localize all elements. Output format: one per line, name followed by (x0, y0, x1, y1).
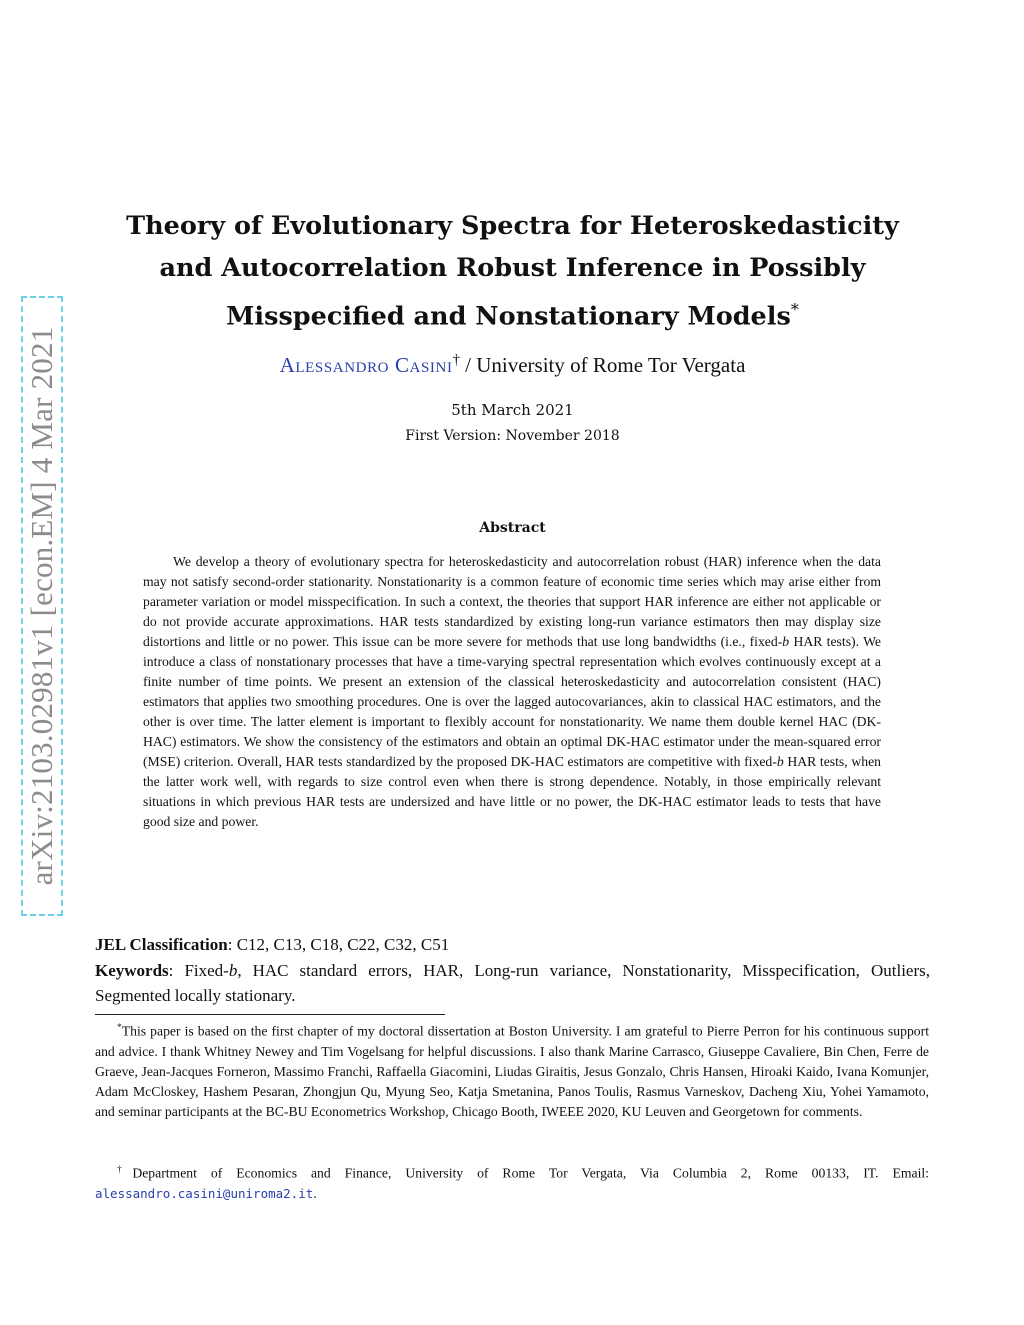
footnote-rule (95, 1014, 445, 1015)
abstract-heading: Abstract (479, 520, 546, 536)
abstract-b-2: b (776, 754, 784, 769)
abstract-part-3: HAR tests, when the latter work well, with regards to size control even when there is strong dependence. Notably, in those empirically relevant situations in which previous HAR tests are undersized and have little or no power, the DK-HAC estimator leads to tests that have good size and power. (143, 754, 881, 829)
author-email-link[interactable]: alessandro.casini@uniroma2.it (95, 1185, 314, 1201)
author-affiliation: / University of Rome Tor Vergata (465, 353, 746, 377)
jel-classification (95, 933, 930, 957)
paper-title (100, 205, 925, 338)
keywords (95, 958, 930, 1008)
footnote-2 (95, 1160, 929, 1204)
title-footnote-mark: * (790, 300, 799, 319)
footnote-2-end: . (313, 1185, 317, 1201)
author-footnote-mark: † (452, 352, 460, 368)
footnote-2-text: Department of Economics and Finance, University of Rome Tor Vergata, Via Columbia 2, Rome 00133, IT. Email: (132, 1165, 929, 1181)
arxiv-identifier: arXiv:2103.02981v1 [econ.EM] 4 Mar 2021 (24, 326, 59, 886)
keywords-b: b (228, 961, 238, 980)
paper-title-text: Theory of Evolutionary Spectra for Heteroskedasticity and Autocorrelation Robust Inference in Possibly Misspecified and Nonstationary Models (126, 211, 899, 332)
keywords-list: , HAC standard errors, HAR, Long-run variance, Nonstationarity, Misspecification, Outliers, Segmented locally stationary. (95, 961, 930, 1005)
abstract-text (143, 552, 881, 832)
keywords-prefix: : Fixed- (168, 961, 229, 980)
footnote-2-mark: † (117, 1164, 133, 1175)
abstract-part-2: HAR tests). We introduce a class of nonstationary processes that have a time-varying spectral representation which evolves continuously except at a finite number of time points. We present an extension of the classical heteroskedasticity and autocorrelation consistent (HAC) estimators that applies two smoothing procedures. One is over the lagged autocovariances, akin to classical HAC estimators, and the other is over time. The latter element is important to flexibly account for nonstationarity. We name them double kernel HAC (DK-HAC) estimators. We show the consistency of the estimators and obtain an optimal DK-HAC estimator under the mean-squared error (MSE) criterion. Overall, HAR tests standardized by the proposed DK-HAC estimators are competitive with fixed- (143, 634, 881, 769)
footnote-1-mark: * (117, 1022, 122, 1033)
footnote-1 (95, 1018, 929, 1122)
author-line (100, 352, 925, 378)
jel-codes: : C12, C13, C18, C22, C32, C51 (227, 935, 450, 954)
abstract-b-1: b (782, 634, 790, 649)
abstract-part-1: We develop a theory of evolutionary spectra for heteroskedasticity and autocorrelation robust (HAR) inference when the data may not satisfy second-order stationarity. Nonstationarity is a common feature of economic time series which may arise either from parameter variation or model misspecification. In such a context, the theories that support HAR inference are either not applicable or do not provide accurate approximations. HAR tests standardized by existing long-run variance estimators then may display size distortions and little or no power. This issue can be more severe for methods that use long bandwidths (i.e., fixed- (143, 554, 881, 649)
footnote-1-text: This paper is based on the first chapter of my doctoral dissertation at Boston University. I am grateful to Pierre Perron for his continuous support and advice. I thank Whitney Newey and Tim Vogelsang for helpful discussions. I also thank Marine Carrasco, Giuseppe Cavaliere, Bin Chen, Ferre de Graeve, Jean-Jacques Forneron, Massimo Franchi, Raffaella Giacomini, Liudas Giraitis, Jesus Gonzalo, Chris Hansen, Hiroaki Kaido, Ivana Komunjer, Adam McCloskey, Hashem Pesaran, Zhongjun Qu, Myung Seo, Katja Smetanina, Panos Toulis, Rasmus Varneskov, Dacheng Xiu, Yohei Yamamoto, and seminar participants at the BC-BU Econometrics Workshop, Chicago Booth, IWEEE 2020, KU Leuven and Georgetown for comments. (95, 1023, 929, 1119)
keywords-label: Keywords (95, 961, 169, 980)
first-version: First Version: November 2018 (405, 428, 620, 444)
author-name[interactable]: Alessandro Casini (279, 353, 453, 377)
jel-label: JEL Classification (95, 935, 228, 954)
paper-date: 5th March 2021 (451, 401, 574, 419)
